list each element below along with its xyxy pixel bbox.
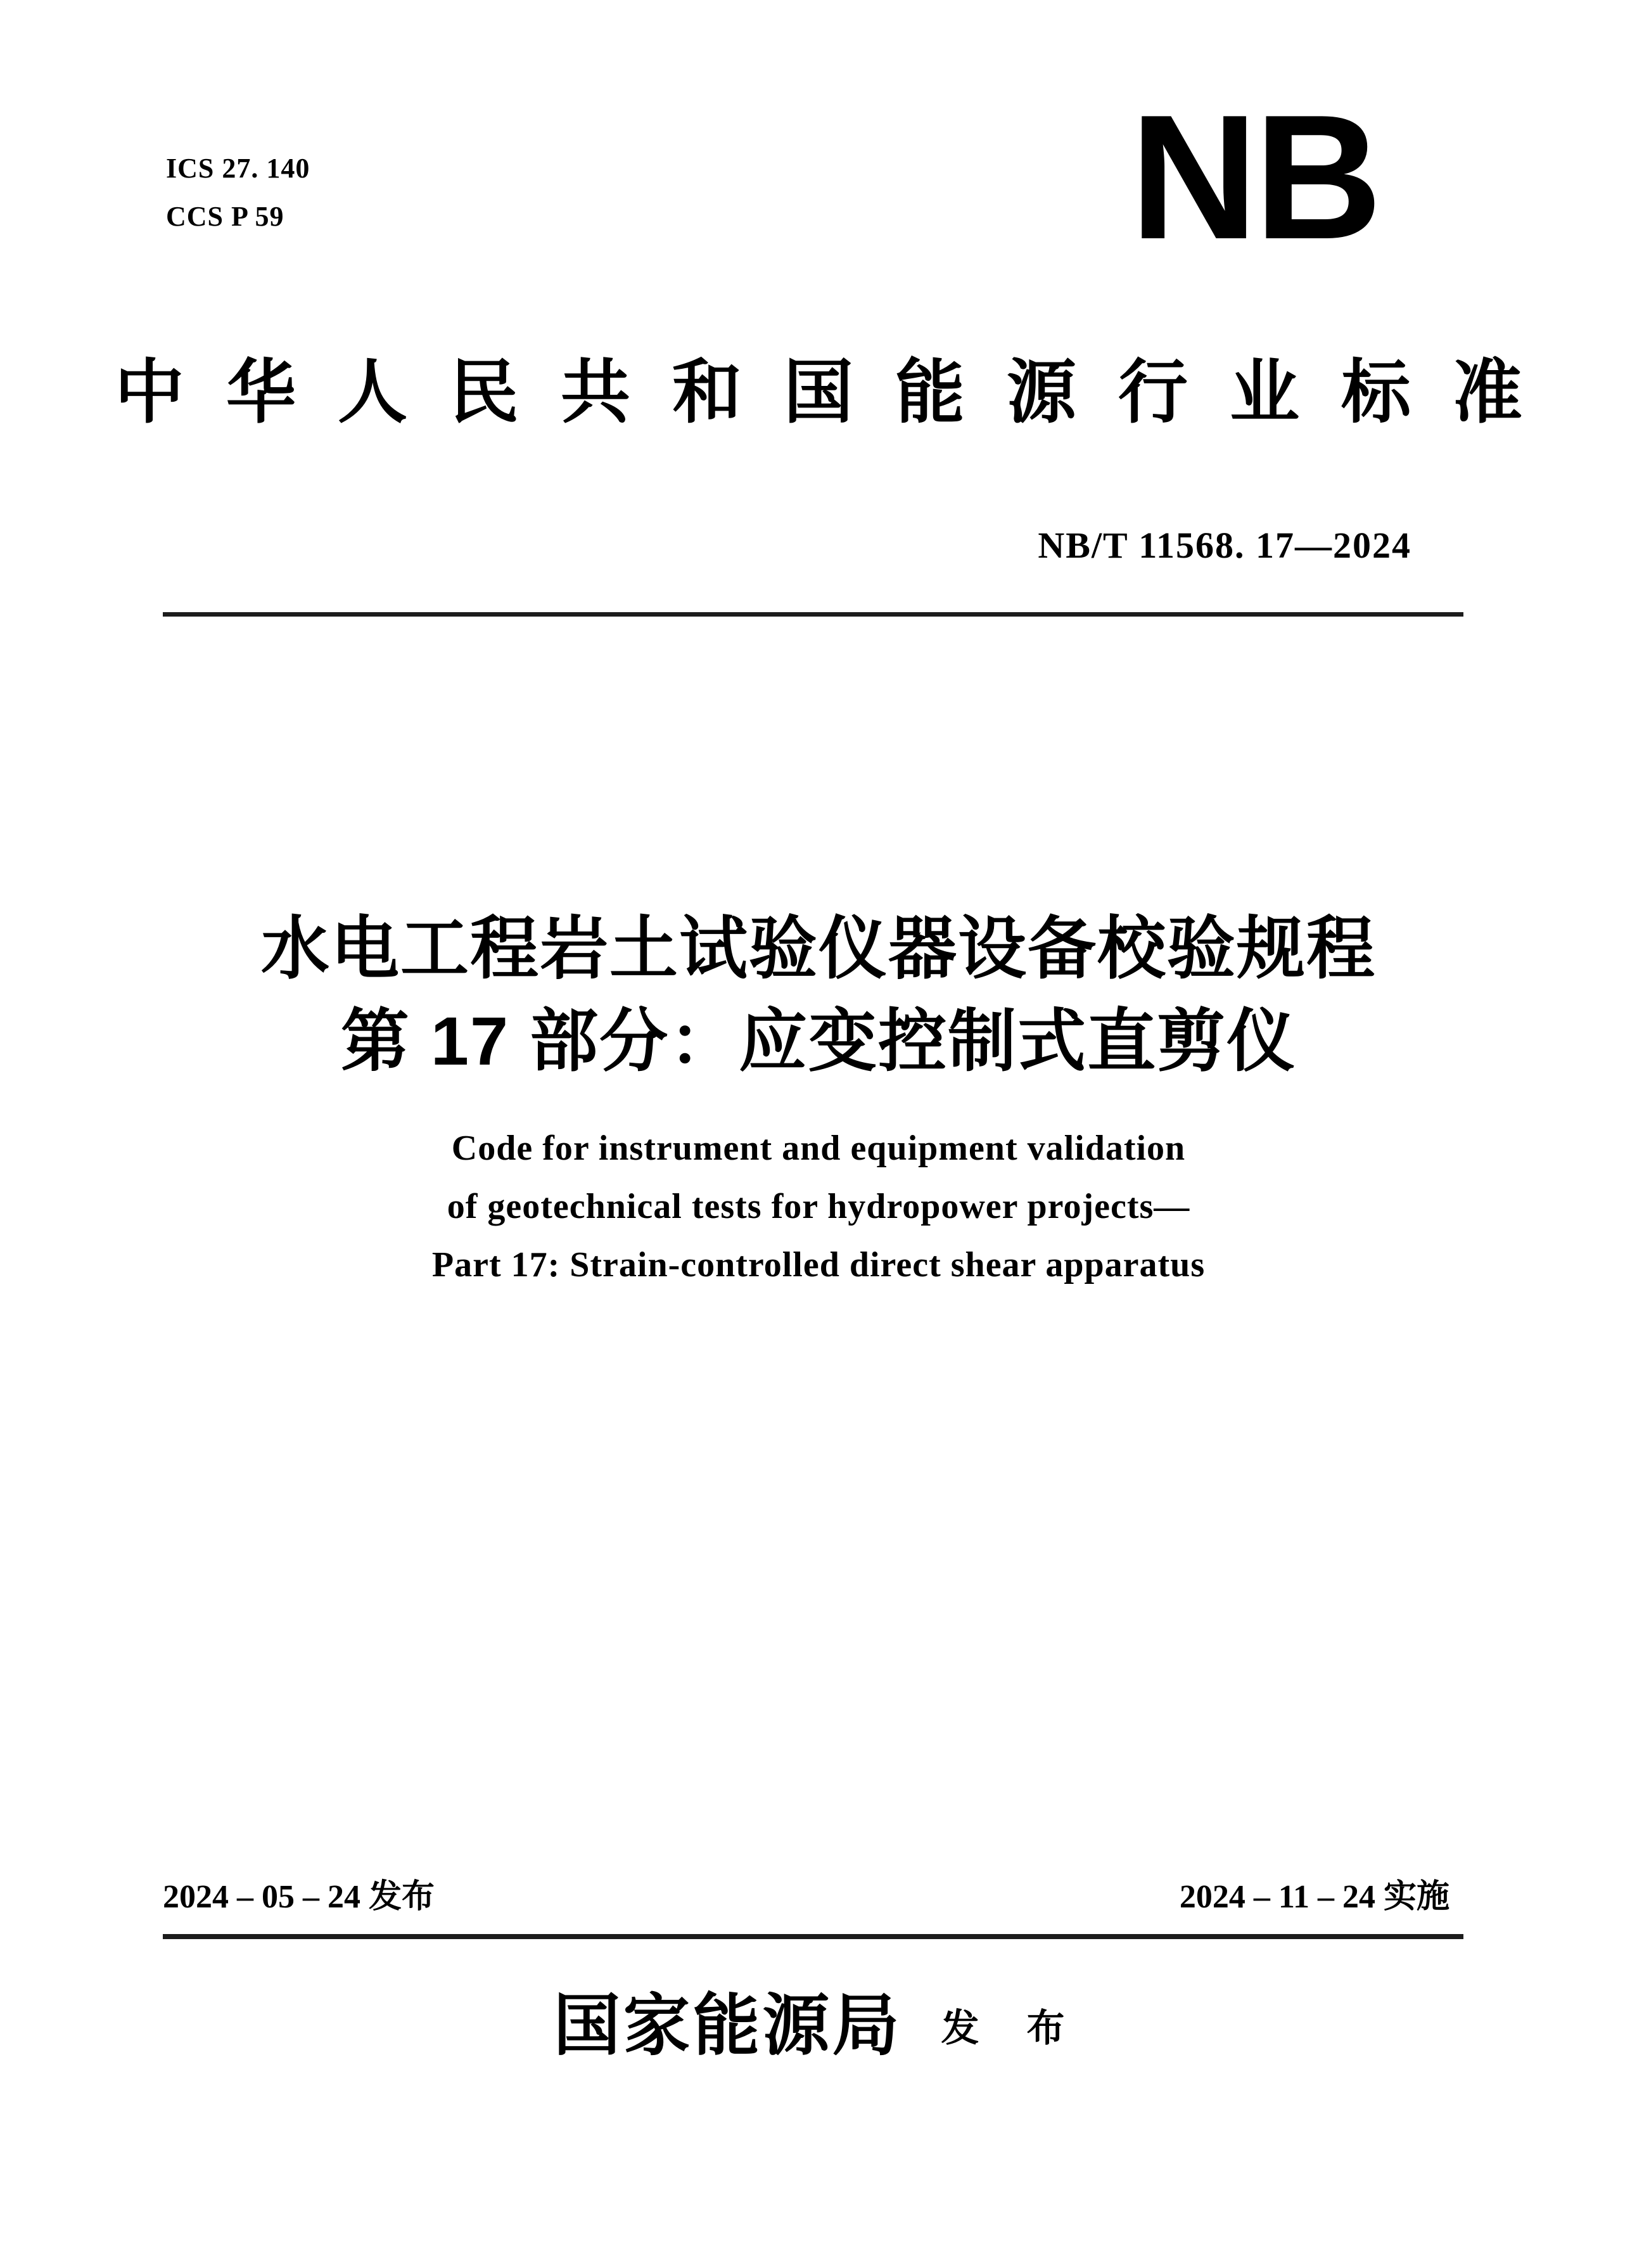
english-title-line-2: of geotechnical tests for hydropower projects— bbox=[447, 1187, 1190, 1226]
bottom-divider-rule bbox=[163, 1934, 1463, 1939]
ics-code: ICS 27. 140 bbox=[166, 153, 310, 184]
standard-category-title: 中华人民共和国能源行业标准 bbox=[115, 354, 1564, 432]
chinese-title-line-2: 第 17 部分：应变控制式直剪仪 bbox=[340, 1003, 1297, 1079]
classification-codes bbox=[166, 144, 310, 241]
english-title bbox=[0, 1119, 1637, 1294]
top-divider-rule bbox=[163, 612, 1463, 617]
nb-logo: NB bbox=[1130, 79, 1379, 276]
chinese-title-line-1: 水电工程岩土试验仪器设备校验规程 bbox=[260, 910, 1376, 987]
publisher-name: 国家能源局 bbox=[553, 1989, 902, 2063]
issue-date: 2024 – 05 – 24 发布 bbox=[163, 1879, 435, 1915]
implement-date: 2024 – 11 – 24 实施 bbox=[1179, 1879, 1449, 1915]
standard-number: NB/T 11568. 17—2024 bbox=[1038, 525, 1411, 566]
dates-row bbox=[163, 1877, 1463, 1918]
chinese-title bbox=[0, 902, 1637, 1087]
publisher-row bbox=[0, 1990, 1637, 2064]
publish-action-label: 发 布 bbox=[941, 2008, 1084, 2050]
english-title-line-1: Code for instrument and equipment validation bbox=[451, 1129, 1186, 1168]
ccs-code: CCS P 59 bbox=[166, 201, 284, 232]
english-title-line-3: Part 17: Strain-controlled direct shear apparatus bbox=[431, 1245, 1206, 1285]
